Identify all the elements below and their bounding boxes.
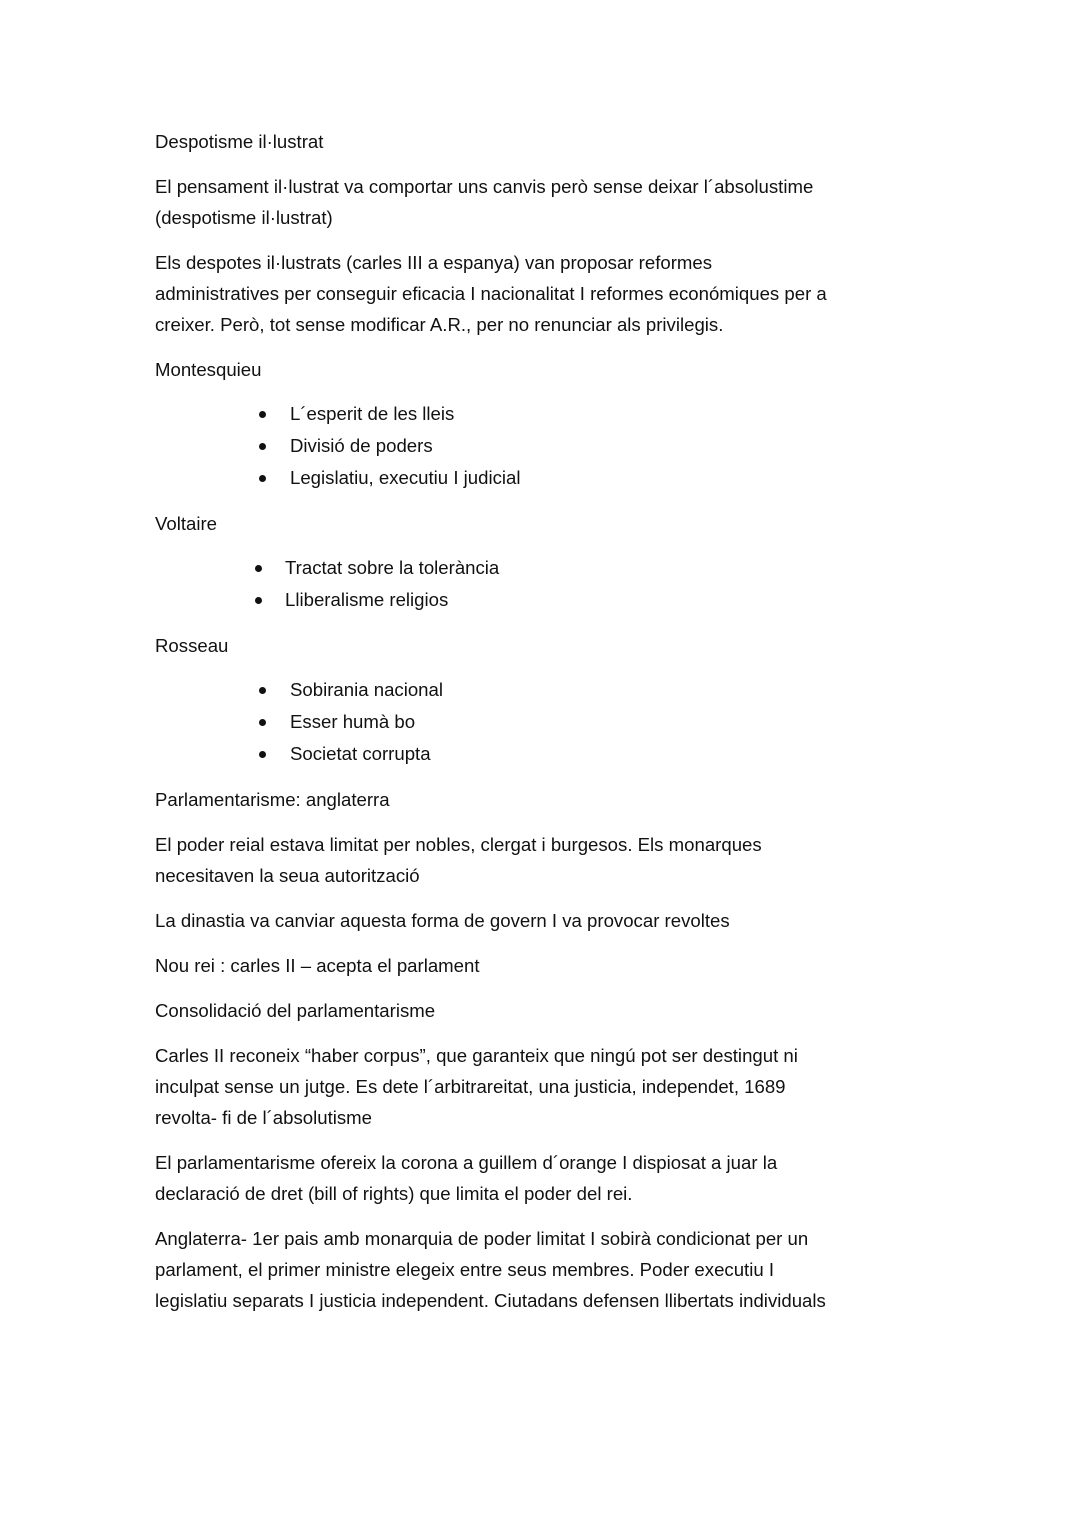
text-line: creixer. Però, tot sense modificar A.R., per no renunciar als privilegis. xyxy=(155,314,724,335)
list-item xyxy=(155,584,955,616)
document-title: Despotisme il·lustrat xyxy=(155,131,324,152)
list-item-text: Tractat sobre la tolerància xyxy=(285,557,500,578)
paragraph-anglaterra xyxy=(155,1223,955,1316)
list-item xyxy=(155,398,955,430)
text-line: El poder reial estava limitat per nobles, clergat i burgesos. Els monarques xyxy=(155,834,762,855)
bullet-icon xyxy=(255,565,262,572)
bullet-icon xyxy=(259,751,266,758)
heading-parlamentarisme: Parlamentarisme: anglaterra xyxy=(155,789,390,810)
list-item xyxy=(155,674,955,706)
heading-montesquieu: Montesquieu xyxy=(155,359,262,380)
heading-consolidacio: Consolidació del parlamentarisme xyxy=(155,1000,436,1021)
text-line: El pensament il·lustrat va comportar uns canvis però sense deixar l´absolustime xyxy=(155,176,814,197)
paragraph-despotes xyxy=(155,247,955,340)
paragraph-poder-reial xyxy=(155,829,955,891)
text-line: parlament, el primer ministre elegeix entre seus membres. Poder executiu I xyxy=(155,1259,775,1280)
list-montesquieu xyxy=(155,398,955,494)
bullet-icon xyxy=(259,411,266,418)
heading-rosseau: Rosseau xyxy=(155,635,229,656)
text-line: El parlamentarisme ofereix la corona a guillem d´orange I dispiosat a juar la xyxy=(155,1152,778,1173)
bullet-icon xyxy=(259,687,266,694)
bullet-icon xyxy=(259,443,266,450)
text-line: Els despotes il·lustrats (carles III a espanya) van proposar reformes xyxy=(155,252,713,273)
heading-voltaire: Voltaire xyxy=(155,513,218,534)
list-rosseau xyxy=(155,674,955,770)
paragraph-nou-rei: Nou rei : carles II – acepta el parlament xyxy=(155,955,480,976)
list-item xyxy=(155,430,955,462)
list-item xyxy=(155,462,955,494)
list-item-text: Societat corrupta xyxy=(290,743,431,764)
list-item-text: Divisió de poders xyxy=(290,435,433,456)
paragraph-intro xyxy=(155,171,955,233)
paragraph-dinastia: La dinastia va canviar aquesta forma de govern I va provocar revoltes xyxy=(155,910,730,931)
text-line: Carles II reconeix “haber corpus”, que garanteix que ningú pot ser destingut ni xyxy=(155,1045,798,1066)
list-item xyxy=(155,738,955,770)
list-item xyxy=(155,552,955,584)
bullet-icon xyxy=(259,475,266,482)
list-item-text: Sobirania nacional xyxy=(290,679,443,700)
text-line: administratives per conseguir eficacia I nacionalitat I reformes económiques per a xyxy=(155,283,827,304)
text-line: revolta- fi de l´absolutisme xyxy=(155,1107,373,1128)
text-line: declaració de dret (bill of rights) que limita el poder del rei. xyxy=(155,1183,633,1204)
list-item-text: L´esperit de les lleis xyxy=(290,403,455,424)
paragraph-guillem xyxy=(155,1147,955,1209)
text-line: legislatiu separats I justicia independent. Ciutadans defensen llibertats individuals xyxy=(155,1290,826,1311)
text-line: inculpat sense un jutge. Es dete l´arbitrareitat, una justicia, independet, 1689 xyxy=(155,1076,786,1097)
list-item-text: Legislatiu, executiu I judicial xyxy=(290,467,521,488)
text-line: necesitaven la seua autorització xyxy=(155,865,420,886)
bullet-icon xyxy=(259,719,266,726)
list-voltaire xyxy=(155,552,955,616)
list-item xyxy=(155,706,955,738)
list-item-text: Esser humà bo xyxy=(290,711,416,732)
paragraph-habeas xyxy=(155,1040,955,1133)
document-body xyxy=(155,126,955,1330)
text-line: (despotisme il·lustrat) xyxy=(155,207,333,228)
list-item-text: Lliberalisme religios xyxy=(285,589,449,610)
text-line: Anglaterra- 1er pais amb monarquia de poder limitat I sobirà condicionat per un xyxy=(155,1228,809,1249)
bullet-icon xyxy=(255,597,262,604)
